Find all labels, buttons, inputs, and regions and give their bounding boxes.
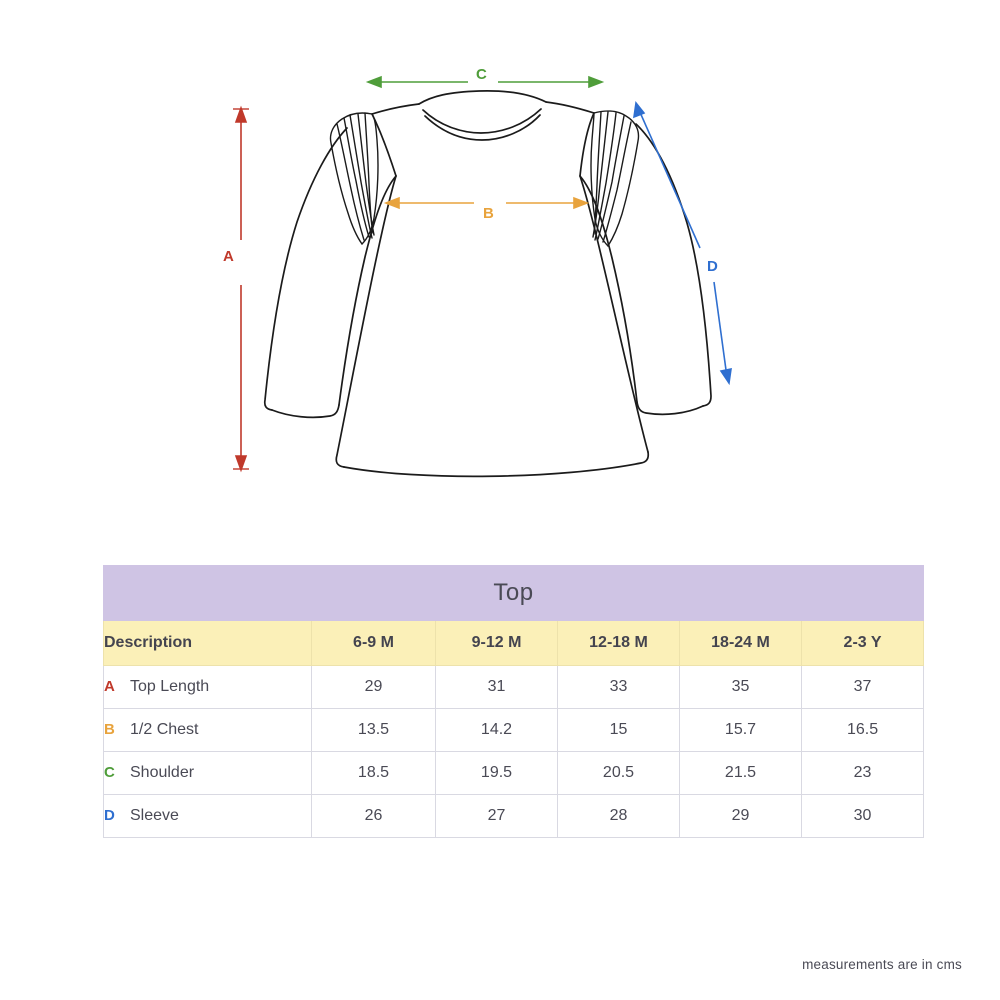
- left-ruffle: [330, 113, 378, 244]
- row-description-c: Shoulder: [130, 764, 195, 781]
- cell-b-6-9m: 13.5: [312, 709, 436, 752]
- header-size-6-9m: 6-9 M: [312, 621, 436, 666]
- row-key-b: B: [104, 721, 115, 738]
- cell-d-18-24m: 29: [680, 795, 802, 838]
- cell-d-2-3y: 30: [802, 795, 924, 838]
- table-title-row: [104, 566, 924, 621]
- header-size-12-18m: 12-18 M: [558, 621, 680, 666]
- dimension-line-a: [233, 108, 249, 470]
- row-description-b: 1/2 Chest: [130, 721, 199, 738]
- header-description: Description: [104, 621, 312, 666]
- row-label-top-length: [104, 666, 312, 709]
- cell-b-2-3y: 16.5: [802, 709, 924, 752]
- right-ruffle: [591, 111, 639, 246]
- table-row: [104, 666, 924, 709]
- dimension-label-a: A: [223, 248, 235, 265]
- cell-d-9-12m: 27: [436, 795, 558, 838]
- cell-c-18-24m: 21.5: [680, 752, 802, 795]
- table-row: [104, 795, 924, 838]
- cell-a-9-12m: 31: [436, 666, 558, 709]
- dimension-line-d: [634, 103, 731, 383]
- cell-d-12-18m: 28: [558, 795, 680, 838]
- cell-c-2-3y: 23: [802, 752, 924, 795]
- header-size-2-3y: 2-3 Y: [802, 621, 924, 666]
- table-title: Top: [104, 566, 924, 621]
- cell-b-9-12m: 14.2: [436, 709, 558, 752]
- cell-c-9-12m: 19.5: [436, 752, 558, 795]
- row-label-sleeve: [104, 795, 312, 838]
- table-header-row: [104, 621, 924, 666]
- dimension-label-b: B: [483, 205, 495, 222]
- row-description-d: Sleeve: [130, 807, 179, 824]
- dimension-label-d: D: [707, 258, 719, 275]
- cell-c-12-18m: 20.5: [558, 752, 680, 795]
- table-row: [104, 709, 924, 752]
- table-row: [104, 752, 924, 795]
- row-key-d: D: [104, 807, 115, 824]
- header-size-9-12m: 9-12 M: [436, 621, 558, 666]
- row-label-shoulder: [104, 752, 312, 795]
- row-key-c: C: [104, 764, 115, 781]
- cell-b-12-18m: 15: [558, 709, 680, 752]
- cell-a-12-18m: 33: [558, 666, 680, 709]
- cell-a-18-24m: 35: [680, 666, 802, 709]
- header-size-18-24m: 18-24 M: [680, 621, 802, 666]
- cell-b-18-24m: 15.7: [680, 709, 802, 752]
- row-label-half-chest: [104, 709, 312, 752]
- row-description-a: Top Length: [130, 678, 210, 695]
- cell-a-6-9m: 29: [312, 666, 436, 709]
- dimension-label-c: C: [476, 66, 488, 83]
- size-chart-table: [103, 565, 924, 838]
- row-key-a: A: [104, 678, 115, 695]
- cell-a-2-3y: 37: [802, 666, 924, 709]
- cell-c-6-9m: 18.5: [312, 752, 436, 795]
- measurement-unit-note: measurements are in cms: [802, 957, 962, 972]
- cell-d-6-9m: 26: [312, 795, 436, 838]
